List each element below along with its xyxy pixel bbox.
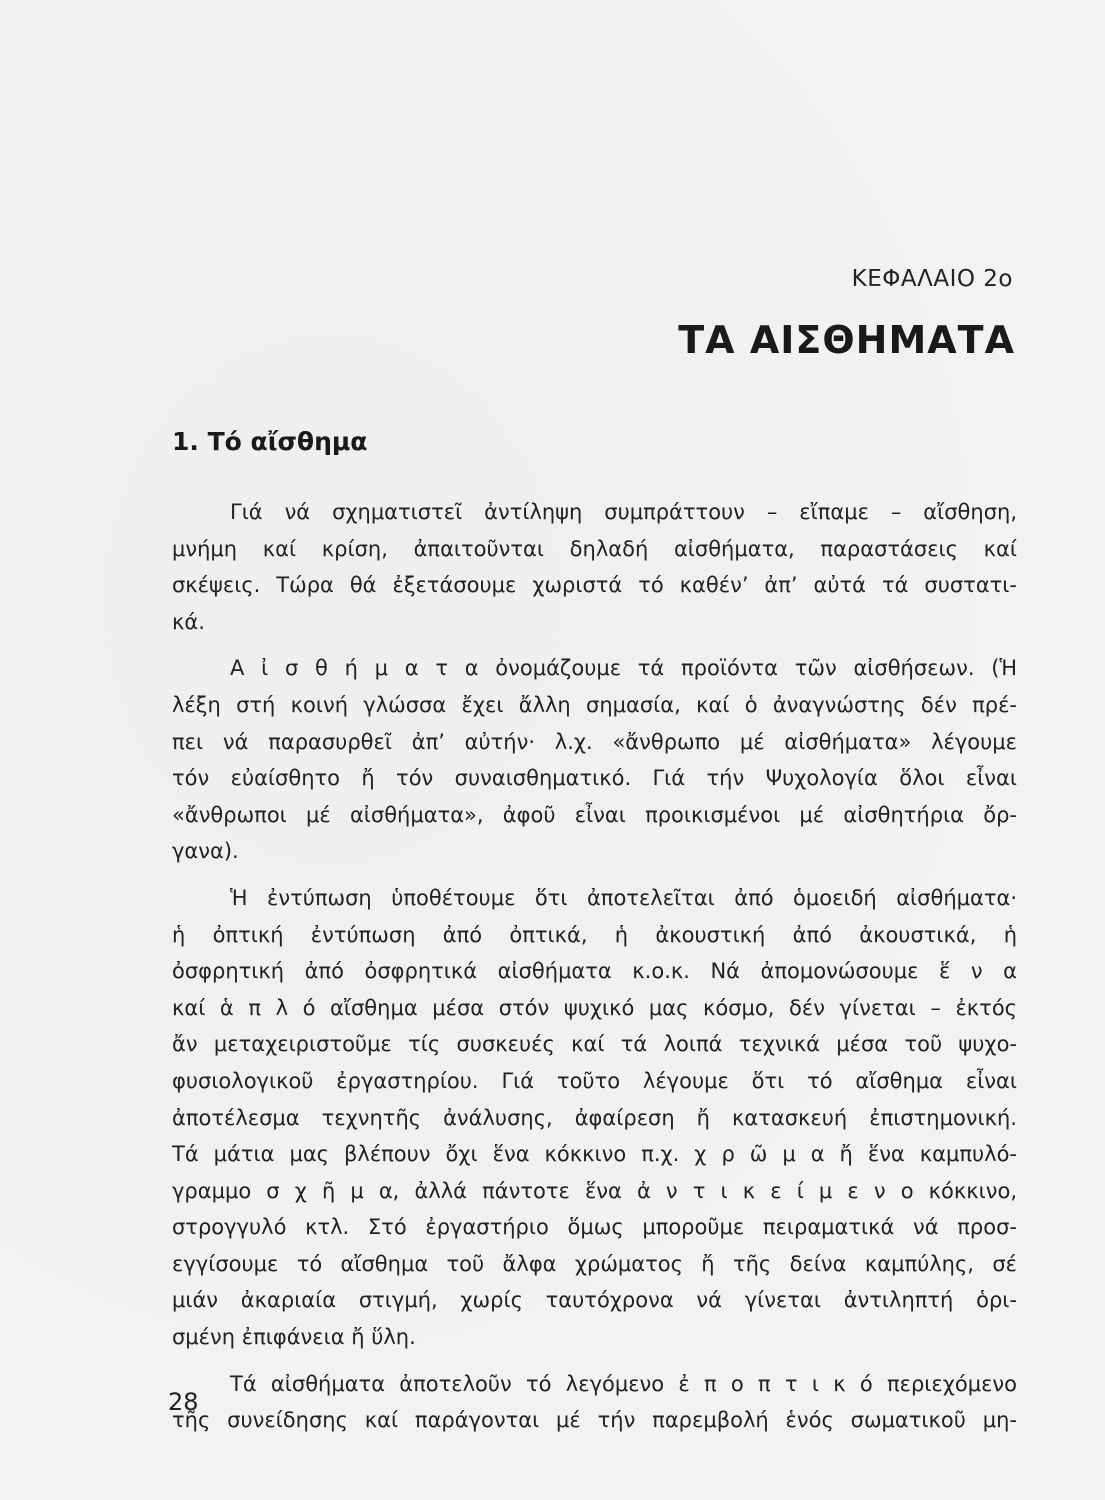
text-line: στρογγυλό κτλ. Στό ἐργαστήριο ὅμως μποροῦμε πειραματικά νά προσ-: [172, 1215, 1017, 1240]
text-line: ἄν μεταχειριστοῦμε τίς συσκευές καί τά λοιπά τεχνικά μέσα τοῦ ψυχο-: [172, 1032, 1017, 1057]
text-line: μιάν ἀκαριαία στιγμή, χωρίς ταυτόχρονα νά γίνεται ἀντιληπτή ὁρι-: [172, 1288, 1017, 1313]
text-line: λέξη στή κοινή γλώσσα ἔχει ἄλλη σημασία, καί ὁ ἀναγνώστης δέν πρέ-: [172, 692, 1017, 717]
text-line: τόν εὐαίσθητο ἤ τόν συναισθηματικό. Γιά τήν Ψυχολογία ὅλοι εἶναι: [172, 766, 1017, 791]
chapter-title: ΤΑ ΑΙΣΘΗΜΑΤΑ: [678, 318, 1015, 362]
section-heading: 1. Τό αἴσθημα: [172, 427, 368, 456]
paragraph: [172, 650, 1017, 870]
text-line: Τά μάτια μας βλέπουν ὄχι ἕνα κόκκινο π.χ. χ ρ ῶ μ α ἤ ἕνα καμπυλό-: [172, 1142, 1017, 1167]
text-line: γανα).: [172, 839, 239, 864]
chapter-label: ΚΕΦΑΛΑΙΟ 2ο: [851, 266, 1013, 292]
text-line: μνήμη καί κρίση, ἀπαιτοῦνται δηλαδή αἰσθήματα, παραστάσεις καί: [172, 536, 1017, 561]
body-text: [172, 494, 1017, 1439]
page-number: 28: [168, 1388, 199, 1416]
paragraph: [172, 494, 1017, 640]
text-line: σκέψεις. Τώρα θά ἐξετάσουμε χωριστά τό καθέν’ ἀπ’ αὐτά τά συστατι-: [172, 573, 1017, 598]
text-line: καί ἁ π λ ό αἴσθημα μέσα στόν ψυχικό μας κόσμο, δέν γίνεται – ἐκτός: [172, 995, 1017, 1020]
text-line: φυσιολογικοῦ ἐργαστηρίου. Γιά τοῦτο λέγουμε ὅτι τό αἴσθημα εἶναι: [172, 1068, 1017, 1093]
text-line: Ἡ ἐντύπωση ὑποθέτουμε ὅτι ἀποτελεῖται ἀπό ὁμοειδή αἰσθήματα·: [230, 885, 1017, 910]
text-line: τῆς συνείδησης καί παράγονται μέ τήν παρεμβολή ἑνός σωματικοῦ μη-: [172, 1408, 1017, 1433]
text-line: ἡ ὀπτική ἐντύπωση ἀπό ὀπτικά, ἡ ἀκουστική ἀπό ἀκουστικά, ἡ: [172, 922, 1017, 947]
paragraph: [172, 880, 1017, 1356]
paragraph: [172, 1366, 1017, 1439]
text-line: «ἄνθρωποι μέ αἰσθήματα», ἀφοῦ εἶναι προικισμένοι μέ αἰσθητήρια ὄρ-: [172, 802, 1017, 827]
text-line: Α ἰ σ θ ή μ α τ α ὀνομάζουμε τά προϊόντα τῶν αἰσθήσεων. (Ἡ: [230, 656, 1017, 681]
text-line: Τά αἰσθήματα ἀποτελοῦν τό λεγόμενο ἐ π ο π τ ι κ ό περιεχόμενο: [230, 1371, 1017, 1396]
text-line: σμένη ἐπιφάνεια ἤ ὕλη.: [172, 1325, 416, 1350]
text-line: γραμμο σ χ ῆ μ α, ἀλλά πάντοτε ἕνα ἀ ν τ ι κ ε ί μ ε ν ο κόκκινο,: [172, 1178, 1017, 1203]
text-line: Γιά νά σχηματιστεῖ ἀντίληψη συμπράττουν – εἴπαμε – αἴσθηση,: [230, 500, 1017, 524]
text-line: πει νά παρασυρθεῖ ἀπ’ αὐτήν· λ.χ. «ἄνθρωπο μέ αἰσθήματα» λέγουμε: [172, 729, 1017, 754]
text-line: ὀσφρητική ἀπό ὀσφρητικά αἰσθήματα κ.ο.κ. Νά ἀπομονώσουμε ἕ ν α: [172, 959, 1017, 984]
text-line: κά.: [172, 609, 205, 634]
text-line: ἀποτέλεσμα τεχνητῆς ἀνάλυσης, ἀφαίρεση ἤ κατασκευή ἐπιστημονική.: [172, 1105, 1017, 1130]
text-line: εγγίσουμε τό αἴσθημα τοῦ ἄλφα χρώματος ἤ τῆς δείνα καμπύλης, σέ: [172, 1251, 1017, 1276]
